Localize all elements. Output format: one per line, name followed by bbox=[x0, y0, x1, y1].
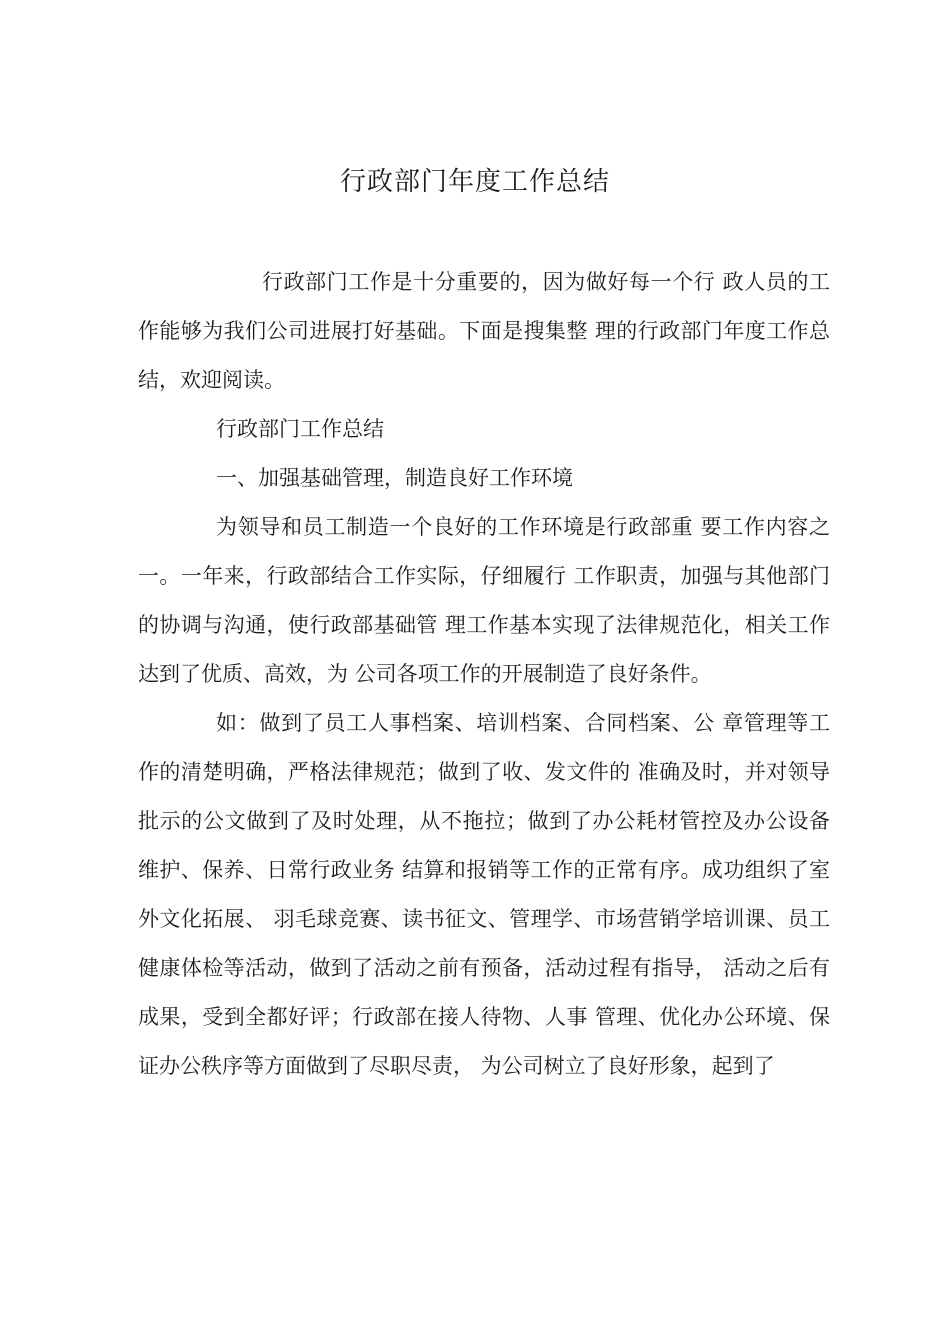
intro-paragraph: 行政部门工作是十分重要的，因为做好每一个行 政人员的工作能够为我们公司进展打好基础。下面是搜集整 理的行政部门年度工作总结，欢迎阅读。 bbox=[138, 270, 830, 392]
section-heading: 行政部门工作总结 bbox=[216, 417, 384, 441]
body-paragraph: 如：做到了员工人事档案、培训档案、合同档案、公 章管理等工作的清楚明确，严格法律规范；做到了收、发文件的 准确及时，并对领导批示的公文做到了及时处理，从不拖拉；做到了办公耗材管控及办公设备维护、保养、日常行政业务 结算和报销等工作的正常有序。成功组织了室外文化拓展、 羽毛球竞赛、读书征文、管理学、市场营销学培训课、员工 健康体检等活动，做到了活动之前有预备，活动过程有指导， 活动之后有成果，受到全都好评；行政部在接人待物、人事 管理、优化办公环境、保证办公秩序等方面做到了尽职尽责， 为公司树立了良好形象，起到了 bbox=[138, 711, 830, 1078]
document-title: 行政部门年度工作总结 bbox=[339, 167, 610, 197]
subsection-heading: 一、加强基础管理，制造良好工作环境 bbox=[216, 466, 573, 490]
document-body bbox=[138, 258, 830, 1091]
body-paragraph: 为领导和员工制造一个良好的工作环境是行政部重 要工作内容之一。一年来，行政部结合工作实际，仔细履行 工作职责，加强与其他部门的协调与沟通，使行政部基础管 理工作基本实现了法律规范化，相关工作达到了优质、高效，为 公司各项工作的开展制造了良好条件。 bbox=[138, 515, 830, 686]
